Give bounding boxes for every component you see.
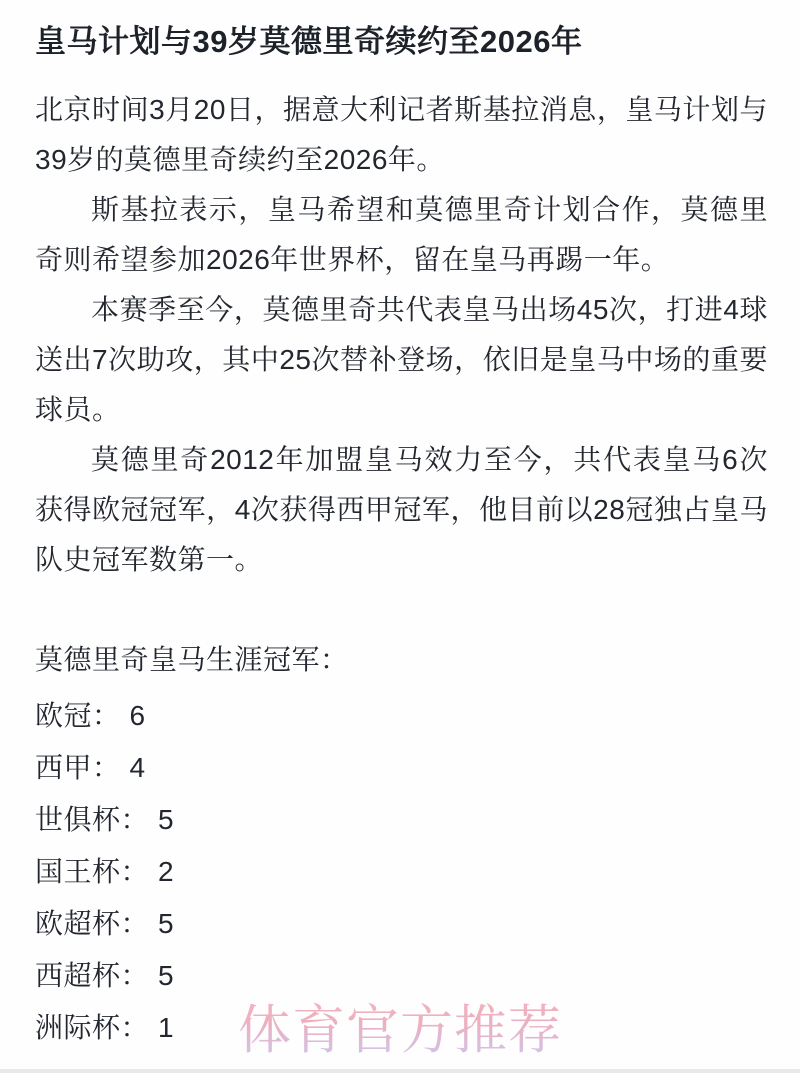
trophy-item-intercontinental-cup bbox=[35, 1002, 768, 1054]
trophy-count: 5 bbox=[158, 804, 175, 835]
trophy-item-copa-del-rey bbox=[35, 846, 768, 898]
paragraph-1: 北京时间3月20日，据意大利记者斯基拉消息，皇马计划与39岁的莫德里奇续约至2026年。 bbox=[35, 94, 768, 175]
trophy-colon: ： bbox=[92, 700, 121, 731]
paragraph-2: 斯基拉表示，皇马希望和莫德里奇计划合作，莫德里奇则希望参加2026年世界杯，留在皇马再踢一年。 bbox=[35, 194, 768, 275]
trophy-label: 世俱杯 bbox=[35, 804, 121, 835]
trophy-colon: ： bbox=[120, 856, 150, 887]
article-title: 皇马计划与39岁莫德里奇续约至2026年 bbox=[35, 24, 583, 59]
trophy-colon: ： bbox=[120, 1012, 150, 1043]
paragraph-3: 本赛季至今，莫德里奇共代表皇马出场45次，打进4球送出7次助攻，其中25次替补登场，依旧是皇马中场的重要球员。 bbox=[35, 294, 768, 425]
trophy-count: 1 bbox=[158, 1012, 175, 1043]
trophy-label: 西超杯 bbox=[35, 960, 121, 991]
trophy-label: 洲际杯 bbox=[35, 1012, 121, 1043]
trophy-count: 4 bbox=[129, 752, 146, 783]
trophy-item-uefa-super-cup bbox=[35, 898, 768, 950]
trophy-count: 5 bbox=[158, 960, 175, 991]
trophy-colon: ： bbox=[120, 804, 150, 835]
article-body bbox=[35, 85, 768, 585]
trophy-count: 5 bbox=[158, 908, 175, 939]
trophy-item-spanish-super-cup bbox=[35, 950, 768, 1002]
trophy-item-laliga bbox=[35, 742, 768, 794]
trophy-count: 6 bbox=[129, 700, 146, 731]
trophy-item-club-world-cup bbox=[35, 794, 768, 846]
trophy-label: 国王杯 bbox=[35, 856, 121, 887]
trophy-list-heading: 莫德里奇皇马生涯冠军： bbox=[35, 644, 349, 675]
trophy-colon: ： bbox=[120, 960, 150, 991]
trophy-label: 欧超杯 bbox=[35, 908, 121, 939]
trophy-label: 欧冠 bbox=[35, 700, 93, 731]
trophy-colon: ： bbox=[120, 908, 150, 939]
trophy-count: 2 bbox=[158, 856, 175, 887]
bottom-divider bbox=[0, 1069, 800, 1073]
trophy-label: 西甲 bbox=[35, 752, 93, 783]
promo-watermark: 体育官方推荐 bbox=[238, 1002, 562, 1060]
trophy-list bbox=[35, 690, 768, 1054]
trophy-colon: ： bbox=[92, 752, 121, 783]
paragraph-4: 莫德里奇2012年加盟皇马效力至今，共代表皇马6次获得欧冠冠军，4次获得西甲冠军，他目前以28冠独占皇马队史冠军数第一。 bbox=[35, 444, 768, 575]
trophy-item-ucl bbox=[35, 690, 768, 742]
